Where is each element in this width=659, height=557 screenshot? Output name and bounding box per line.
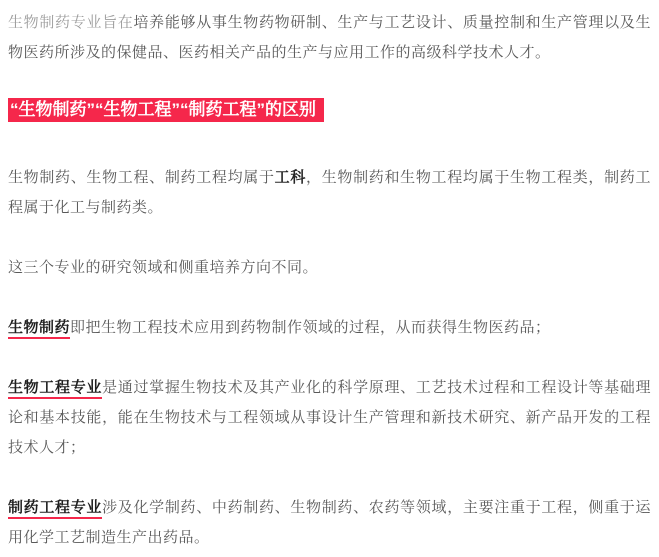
bioengineering-lead-text: 生物工程专业 — [8, 379, 102, 399]
intro-lead-text: 生物制药专业旨在 — [8, 14, 134, 31]
paragraph-bioengineering — [8, 373, 651, 463]
biopharma-body-text: 即把生物工程技术应用到药物制作领域的过程，从而获得生物医药品； — [70, 319, 551, 336]
intro-body-text: 培养能够从事生物药物研制、生产与工艺设计、质量控制和生产管理以及生物医药所涉及的保健品、医药相关产品的生产与应用工作的高级科学技术人才。 — [8, 14, 651, 61]
section-heading-banner — [8, 98, 324, 122]
biopharma-lead-text: 生物制药 — [8, 319, 70, 339]
paragraph-biopharma — [8, 313, 651, 343]
difference-note-text: 这三个专业的研究领域和侧重培养方向不同。 — [8, 259, 319, 276]
pharma-engineering-body-text: 涉及化学制药、中药制药、生物制药、农药等领域，主要注重于工程，侧重于运用化学工艺制造生产出药品。 — [8, 499, 651, 546]
paragraph-difference-note — [8, 253, 651, 283]
section-heading-text: “生物制药”“生物工程”“制药工程”的区别 — [10, 100, 316, 119]
classification-post-text: ，生物制药和生物工程均属于生物工程类，制药工程属于化工与制药类。 — [8, 169, 651, 216]
intro-paragraph — [8, 8, 651, 68]
bioengineering-body-text: 是通过掌握生物技术及其产业化的科学原理、工艺技术过程和工程设计等基础理论和基本技能，能在生物技术与工程领域从事设计生产管理和新技术研究、新产品开发的工程技术人才； — [8, 379, 651, 456]
pharma-engineering-lead-text: 制药工程专业 — [8, 499, 102, 519]
paragraph-classification — [8, 163, 651, 223]
section-heading-row — [8, 98, 651, 123]
paragraph-pharma-engineering — [8, 493, 651, 553]
classification-pre-text: 生物制药、生物工程、制药工程均属于 — [8, 169, 275, 186]
classification-bold-text: 工科 — [274, 169, 307, 186]
